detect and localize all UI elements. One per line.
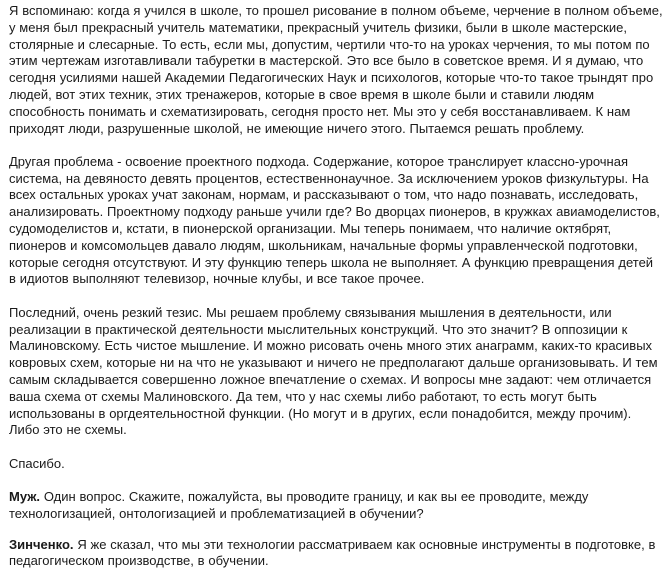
paragraph-thanks xyxy=(9,456,663,473)
paragraph-text: Я вспоминаю: когда я учился в школе, то прошел рисование в полном объеме, черчение в полном объеме, у меня был прекрасный учитель математики, прекрасный учитель физики, были в школе мастерские, столярные и слесарные. То есть, если мы, допустим, чертили что-то на уроках черчения, то мы потом по этим чертежам изготавливали табуретки в мастерской. Это все было в советское время. И я думаю, что сегодня усилиями нашей Академии Педагогических Наук и психологов, которые что-то такое трындят про людей, вот этих техник, этих тренажеров, которые в свое время в школе были и ставили людям способность понимать и схематизировать, сегодня просто нет. Мы это у себя восстанавливаем. К нам приходят люди, разрушенные школой, не имеющие ничего этого. Пытаемся решать проблему. xyxy=(9,3,663,136)
paragraph-text: Другая проблема - освоение проектного подхода. Содержание, которое транслирует классно-урочная система, на девяносто девять процентов, естественнонаучное. За исключением уроков физкультуры. На всех остальных уроках учат законам, нормам, и рассказывают о том, что надо познавать, исследовать, анализировать. Проектному подходу раньше учили где? Во дворцах пионеров, в кружках авиамоделистов, судомоделистов и, кстати, в пионерской организации. Мы теперь понимаем, что наличие октябрят, пионеров и комсомольцев давало людям, школьникам, начальные формы управленческой подготовки, которые сегодня отсутствуют. И эту функцию теперь школа не выполняет. А функцию превращения детей в идиотов выполняют телевизор, ночные клубы, и все такое прочее. xyxy=(9,153,660,287)
paragraph-school-memories xyxy=(9,3,663,137)
paragraph-text: Последний, очень резкий тезис. Мы решаем проблему связывания мышления в деятельности, или реализации в практической деятельности мыслительных конструкций. Что это значит? В оппозиции к Малиновскому. Есть чистое мышление. И можно рисовать очень много этих анаграмм, каких-то красивых ковровых схем, которые ни на что не указывают и ничего не предполагают дальше организовывать. И тем самым складывается совершенно ложное впечатление о схемах. И вопросы мне задают: чем отличается ваша схема от схемы Малиновского. Да тем, что у нас схемы либо работают, то есть могут быть использованы в оргдеятельностной функции. (Но могут и в других, если понадобится, между прочим). Либо это не схемы. xyxy=(9,304,658,438)
paragraph-text: Я же сказал, что мы эти технологии рассматриваем как основные инструменты в подготовке, в педагогическом производстве, в обучении. xyxy=(9,536,656,569)
speaker-name: Муж. xyxy=(9,488,41,504)
paragraph-question xyxy=(9,489,663,523)
paragraph-text: Спасибо. xyxy=(9,455,65,471)
paragraph-last-thesis xyxy=(9,305,663,439)
paragraph-project-approach xyxy=(9,154,663,288)
paragraph-text: Один вопрос. Скажите, пожалуйста, вы проводите границу, и как вы ее проводите, между технологизацией, онтологизацией и проблематизацией в обучении? xyxy=(9,488,589,521)
paragraph-answer xyxy=(9,537,663,570)
speaker-name: Зинченко. xyxy=(9,536,74,552)
